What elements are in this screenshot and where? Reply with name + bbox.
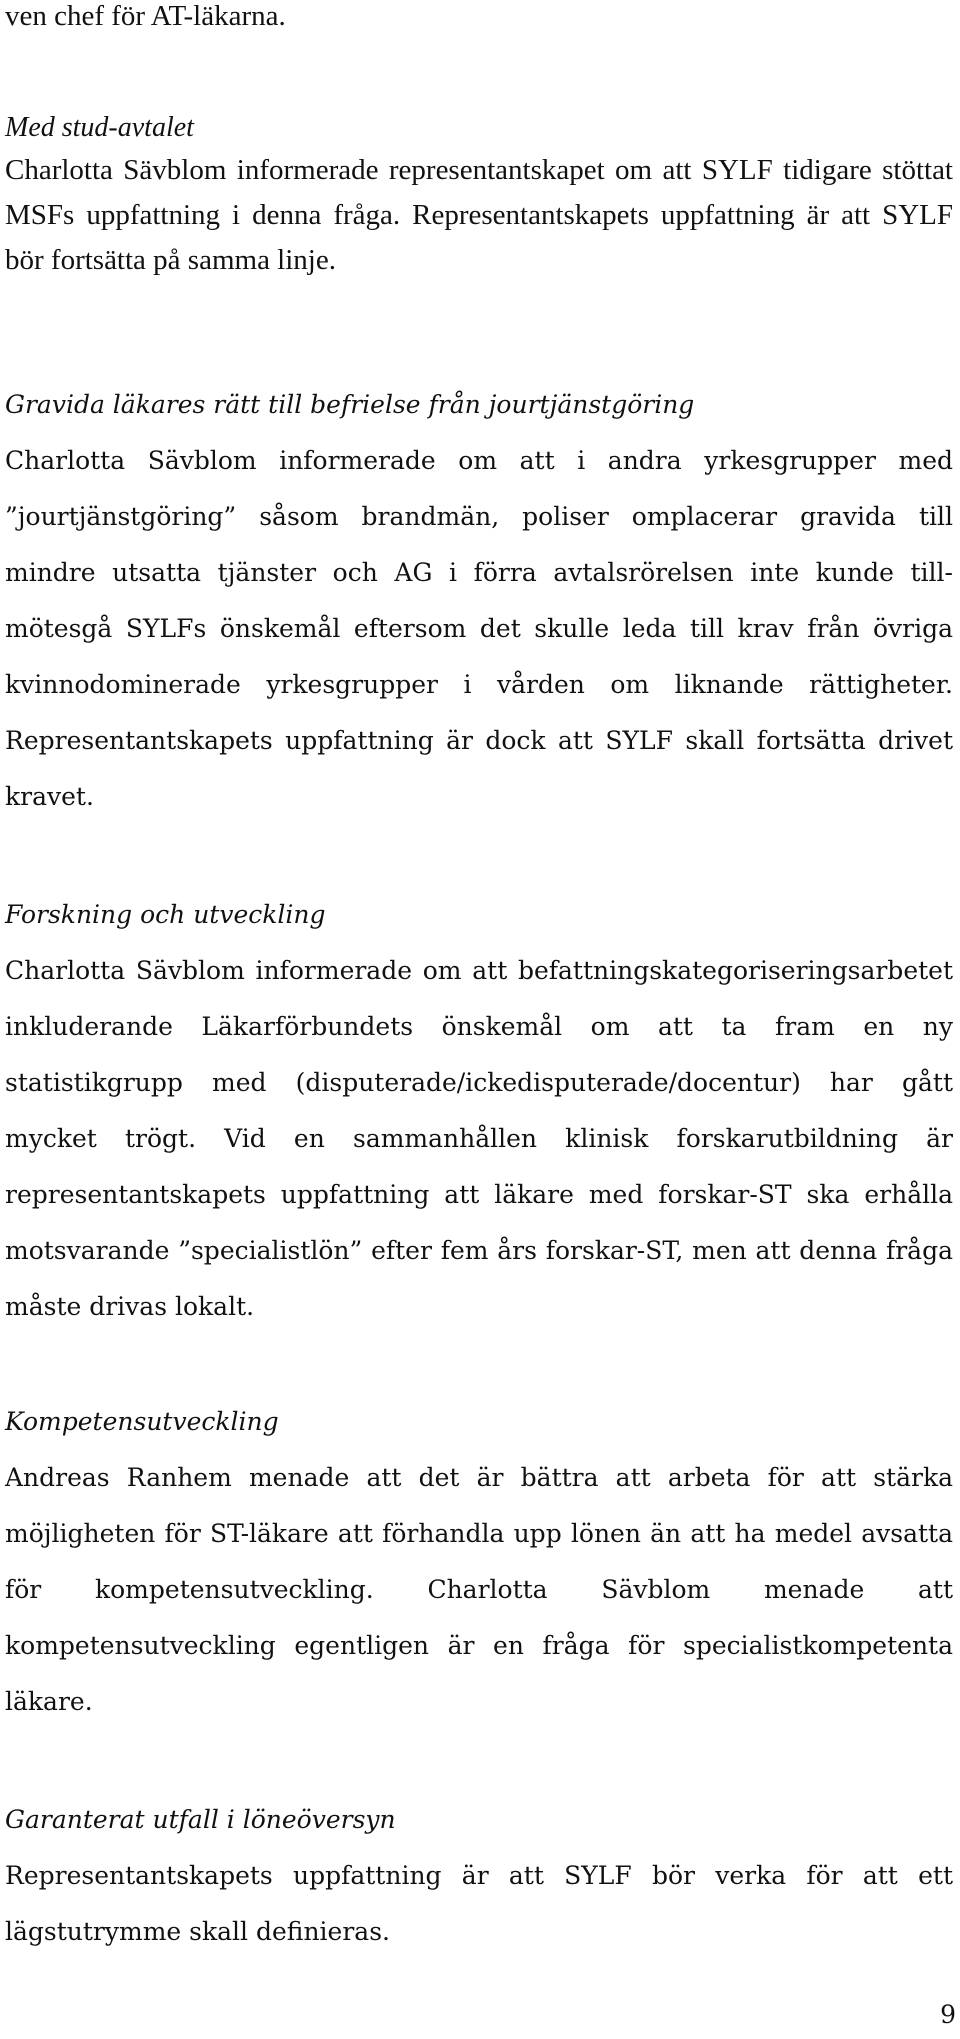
section-med-stud-avtalet xyxy=(5,108,953,283)
section-garanterat-utfall xyxy=(5,1800,953,1960)
page-number: 9 xyxy=(940,2000,956,2029)
section-heading: Forskning och utveckling xyxy=(5,900,326,929)
section-heading: Kompetensutveckling xyxy=(5,1407,279,1436)
section-forskning-och-utveckling xyxy=(5,895,953,1335)
section-heading: Gravida läkares rätt till befrielse från jourtjänstgöring xyxy=(5,390,695,419)
section-body: Charlotta Sävblom informerade representantskapet om att SYLF tidigare stöttat MSFs uppfattning i denna fråga. Representantskapets uppfattning är att SYLF bör fortsätta på samma linje. xyxy=(5,154,953,276)
intro-fragment: ven chef för AT-läkarna. xyxy=(5,0,286,32)
section-kompetensutveckling xyxy=(5,1402,953,1730)
section-body: Representantskapets uppfattning är att SYLF bör verka för att ett lägstutrymme skall definieras. xyxy=(5,1861,953,1946)
section-body: Charlotta Sävblom informerade om att befattningskategoriseringsarbetet inkluderande Läkarförbundets önskemål om att ta fram en ny statistikgrupp med (disputerade/ickedisputerade/docentur) har gått mycket trögt. Vid en sammanhållen klinisk forskarutbildning är representantskapets uppfattning att läkare med forskar-ST ska erhålla motsvarande ”specialistlön” efter fem års forskar-ST, men att denna fråga måste drivas lokalt. xyxy=(5,956,953,1321)
section-heading: Garanterat utfall i löneöversyn xyxy=(5,1805,396,1834)
section-gravida-lakares-ratt xyxy=(5,385,953,825)
section-body: Charlotta Sävblom informerade om att i andra yrkesgrupper med ”jourtjänstgöring” såsom brandmän, poliser omplacerar gravida till mindre utsatta tjänster och AG i förra avtalsrörelsen inte kunde tillmötesgå SYLFs önskemål eftersom det skulle leda till krav från övriga kvinnodominerade yrkesgrupper i vården om liknande rättigheter. Representantskapets uppfattning är dock att SYLF skall fortsätta drivet kravet. xyxy=(5,446,953,811)
section-body: Andreas Ranhem menade att det är bättra att arbeta för att stärka möjligheten för ST-läkare att förhandla upp lönen än att ha medel avsatta för kompetensutveckling. Charlotta Sävblom menade att kompetensutveckling egentligen är en fråga för specialistkompetenta läkare. xyxy=(5,1463,953,1716)
section-heading: Med stud-avtalet xyxy=(5,112,194,143)
